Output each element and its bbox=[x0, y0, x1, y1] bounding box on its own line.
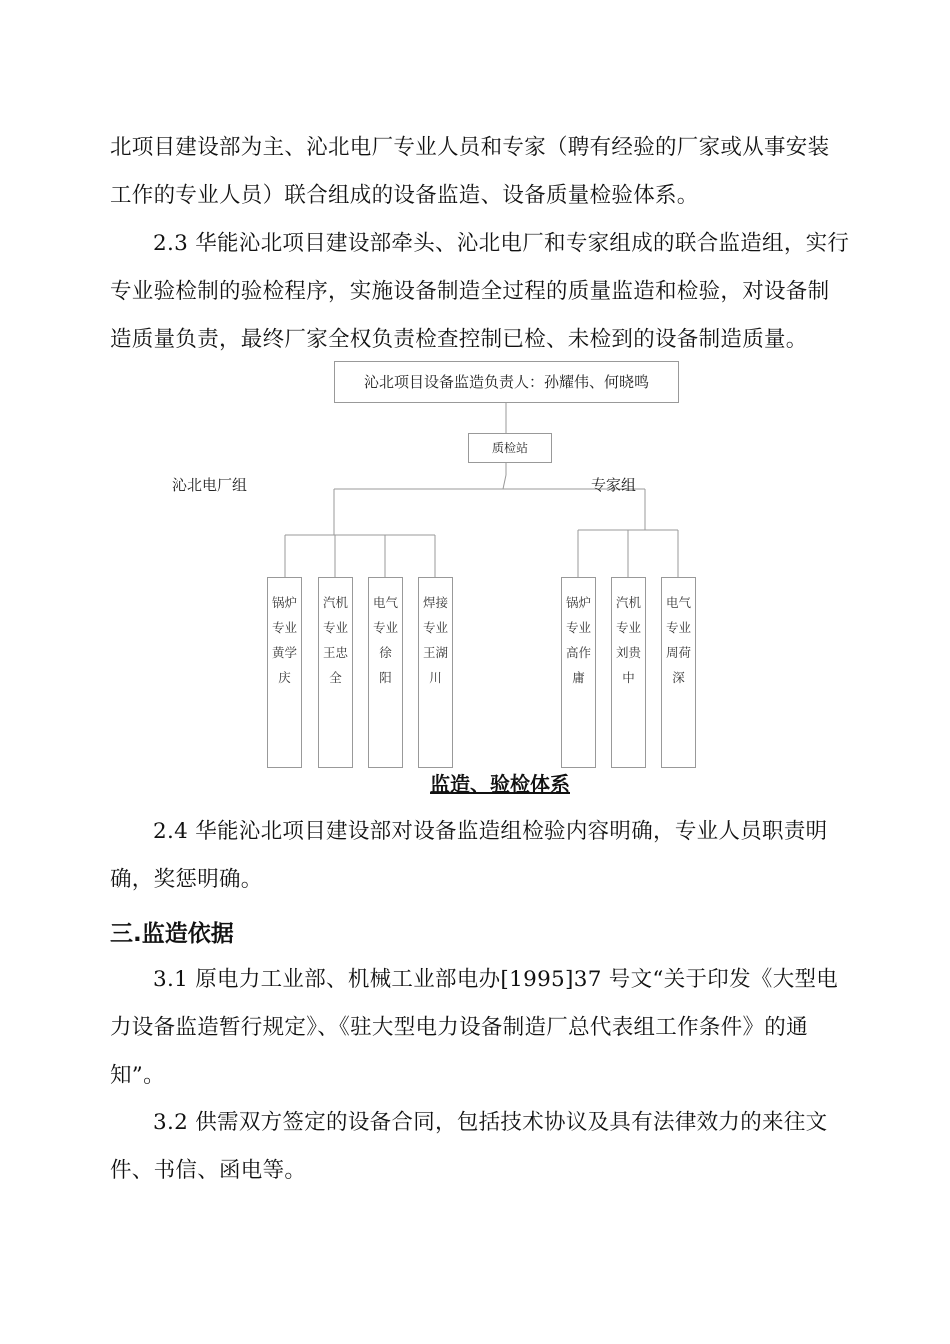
paragraph-intro: 北项目建设部为主、沁北电厂专业人员和专家（聘有经验的厂家或从事安装工作的专业人员）联合组成的设备监造、设备质量检验体系。 bbox=[110, 135, 830, 208]
member-box: 汽机 专业 王忠 全 bbox=[318, 577, 353, 768]
right-group-label: 专家组 bbox=[591, 476, 637, 494]
paragraph-2-3: 2.3 华能沁北项目建设部牵头、沁北电厂和专家组成的联合监造组，实行专业验检制的验检程序，实施设备制造全过程的质量监造和检验，对设备制造质量负责，最终厂家全权负责检查控制已检、未检到的设备制造质量。 bbox=[110, 231, 850, 352]
member-box: 电气 专业 周荷 深 bbox=[661, 577, 696, 768]
paragraph-3-1: 3.1 原电力工业部、机械工业部电办[1995]37 号文“关于印发《大型电力设备监造暂行规定》、《驻大型电力设备制造厂总代表组工作条件》的通知”。 bbox=[110, 967, 839, 1088]
member-box: 锅炉 专业 高作 庸 bbox=[561, 577, 596, 768]
org-chart-caption: 监造、验检体系 bbox=[430, 772, 570, 796]
org-chart-top-box: 沁北项目设备监造负责人：孙耀伟、何晓鸣 bbox=[334, 361, 679, 403]
member-box: 锅炉 专业 黄学 庆 bbox=[267, 577, 302, 768]
left-group-label: 沁北电厂组 bbox=[172, 476, 248, 494]
member-box: 电气 专业 徐 阳 bbox=[368, 577, 403, 768]
member-box: 焊接 专业 王湖 川 bbox=[418, 577, 453, 768]
member-box: 汽机 专业 刘贵 中 bbox=[611, 577, 646, 768]
section-heading: 三.监造依据 bbox=[110, 921, 234, 947]
paragraph-2-4: 2.4 华能沁北项目建设部对设备监造组检验内容明确，专业人员职责明确，奖惩明确。 bbox=[110, 819, 828, 892]
paragraph-3-2: 3.2 供需双方签定的设备合同，包括技术协议及具有法律效力的来往文件、书信、函电等。 bbox=[110, 1110, 828, 1183]
quality-station-box: 质检站 bbox=[468, 433, 552, 463]
